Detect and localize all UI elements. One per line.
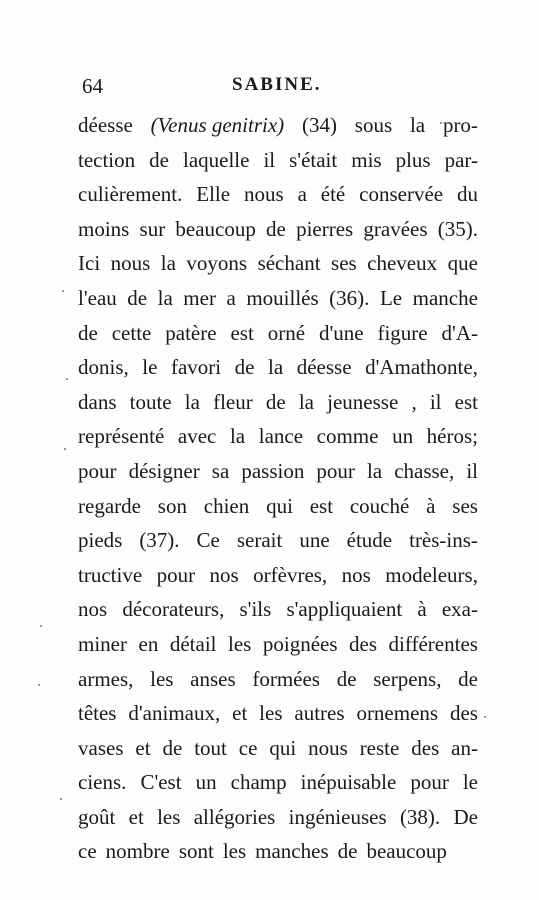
word: tructive bbox=[78, 562, 143, 587]
paper-speck bbox=[440, 122, 442, 124]
word: le bbox=[142, 355, 158, 380]
word: a bbox=[226, 285, 236, 310]
word: étude bbox=[346, 528, 393, 553]
word: nombre bbox=[105, 839, 170, 864]
word: pour bbox=[78, 458, 117, 483]
word: d'une bbox=[318, 320, 364, 345]
page-header bbox=[82, 74, 472, 104]
text-line bbox=[78, 350, 478, 385]
word: déesse bbox=[78, 113, 133, 137]
word: reste bbox=[359, 735, 400, 760]
word: têtes bbox=[78, 701, 117, 726]
word: héros; bbox=[426, 424, 478, 449]
word: ce bbox=[238, 735, 258, 760]
word: et bbox=[135, 735, 151, 760]
text-line bbox=[78, 143, 478, 178]
word: ciens. bbox=[78, 770, 127, 795]
word: anses bbox=[190, 666, 236, 691]
text-line bbox=[78, 419, 478, 454]
word: pour bbox=[156, 562, 196, 587]
word: allégories bbox=[193, 804, 276, 829]
word: comme bbox=[316, 424, 379, 449]
word: la bbox=[184, 389, 200, 414]
text-line bbox=[78, 212, 478, 247]
word: les bbox=[150, 666, 174, 691]
word: la bbox=[366, 458, 383, 483]
word: conservée bbox=[359, 182, 444, 207]
word: désigner bbox=[128, 458, 200, 483]
word: représenté bbox=[78, 424, 165, 449]
word: pierres bbox=[296, 216, 354, 241]
word: serpens, bbox=[373, 666, 442, 691]
word: pour bbox=[410, 770, 449, 795]
word: et bbox=[128, 804, 144, 829]
word: très-ins- bbox=[409, 528, 478, 553]
word: des bbox=[349, 631, 378, 656]
word: passion bbox=[241, 458, 305, 483]
word: Elle bbox=[196, 182, 231, 207]
word: voyons bbox=[186, 251, 248, 276]
word: de bbox=[337, 839, 358, 864]
word: patère bbox=[165, 320, 217, 345]
word: s'appliquaient bbox=[286, 597, 403, 622]
word: (36). bbox=[329, 285, 370, 310]
word: nos bbox=[78, 597, 108, 622]
word: modeleurs, bbox=[385, 562, 478, 587]
word: par- bbox=[444, 147, 478, 172]
word: de bbox=[78, 320, 98, 345]
word: de bbox=[162, 735, 183, 760]
word: poignées bbox=[262, 631, 338, 656]
word: regarde bbox=[78, 493, 141, 518]
word: inépuisable bbox=[300, 770, 397, 795]
word: de bbox=[265, 389, 286, 414]
word: que bbox=[447, 251, 478, 276]
word: tection bbox=[78, 147, 136, 172]
word: qui bbox=[266, 493, 293, 518]
word: la bbox=[268, 355, 284, 380]
paper-speck bbox=[60, 798, 62, 800]
word: un bbox=[195, 770, 217, 795]
word: d'Amathonte, bbox=[365, 355, 478, 380]
paper-speck bbox=[64, 448, 66, 450]
word: , bbox=[411, 389, 417, 414]
word: mis bbox=[351, 147, 382, 172]
page-number: 64 bbox=[82, 74, 103, 98]
word: à bbox=[426, 493, 436, 518]
text-line bbox=[78, 627, 478, 662]
word: il bbox=[429, 389, 442, 414]
word: nos bbox=[209, 562, 239, 587]
word: vases bbox=[78, 735, 124, 760]
word: goût bbox=[78, 804, 116, 829]
word: s'ils bbox=[239, 597, 272, 622]
text-line bbox=[78, 454, 478, 489]
word: de bbox=[266, 216, 286, 241]
word: exa- bbox=[441, 597, 478, 622]
word: couché bbox=[349, 493, 410, 518]
word: armes, bbox=[78, 666, 134, 691]
word: serait bbox=[236, 528, 283, 553]
word: laquelle bbox=[182, 147, 250, 172]
word: pro- bbox=[442, 113, 478, 137]
word: figure bbox=[377, 320, 428, 345]
word: culièrement. bbox=[78, 182, 183, 207]
word: est bbox=[309, 493, 334, 518]
word: les bbox=[222, 839, 247, 864]
word: nous bbox=[243, 182, 284, 207]
word: nous bbox=[110, 251, 151, 276]
word: moins bbox=[78, 216, 130, 241]
word: de bbox=[336, 666, 357, 691]
paper-speck bbox=[484, 716, 486, 718]
word: le bbox=[462, 770, 478, 795]
word: la bbox=[160, 251, 176, 276]
paper-speck bbox=[38, 684, 40, 686]
word: dans bbox=[78, 389, 117, 414]
text-line bbox=[78, 800, 478, 835]
word: ses bbox=[331, 251, 357, 276]
word: miner bbox=[78, 631, 127, 656]
text-line bbox=[78, 765, 478, 800]
word: est bbox=[454, 389, 478, 414]
word: orfèvres, bbox=[253, 562, 328, 587]
word: sa bbox=[211, 458, 230, 483]
paper-speck bbox=[62, 290, 64, 292]
text-line bbox=[78, 246, 478, 281]
word: du bbox=[457, 182, 478, 207]
word: C'est bbox=[140, 770, 182, 795]
word: toute bbox=[129, 389, 172, 414]
word: Le bbox=[379, 285, 403, 310]
word: sur bbox=[139, 216, 166, 241]
word: (34) bbox=[301, 113, 337, 137]
text-line bbox=[78, 177, 478, 212]
word: (37). bbox=[139, 528, 180, 553]
word: nos bbox=[341, 562, 371, 587]
word: cette bbox=[111, 320, 152, 345]
text-line bbox=[78, 834, 478, 869]
word: les bbox=[259, 701, 283, 726]
running-title: SABINE. bbox=[232, 74, 322, 95]
word: (38). bbox=[399, 804, 441, 829]
text-line bbox=[78, 385, 478, 420]
word: a bbox=[297, 182, 307, 207]
word: gravées bbox=[363, 216, 428, 241]
word: ingénieuses bbox=[288, 804, 387, 829]
word: son bbox=[157, 493, 187, 518]
word: sous bbox=[354, 113, 393, 137]
word: il bbox=[466, 458, 478, 483]
word: l'eau bbox=[78, 285, 117, 310]
text-line bbox=[78, 281, 478, 316]
word: différentes bbox=[388, 631, 478, 656]
word: jeunesse bbox=[327, 389, 399, 414]
word: tout bbox=[194, 735, 227, 760]
word: champ bbox=[230, 770, 287, 795]
word: (Venus genitrix) bbox=[150, 113, 285, 137]
word: beaucoup bbox=[175, 216, 256, 241]
text-line bbox=[78, 592, 478, 627]
text-line bbox=[78, 731, 478, 766]
word: qui bbox=[269, 735, 297, 760]
word: les bbox=[157, 804, 181, 829]
word: et bbox=[232, 701, 248, 726]
word: s'était bbox=[289, 147, 338, 172]
word: sont bbox=[178, 839, 214, 864]
word: lance bbox=[258, 424, 304, 449]
word: pour bbox=[316, 458, 355, 483]
word: de bbox=[149, 147, 169, 172]
word: détail bbox=[169, 631, 217, 656]
word: formées bbox=[252, 666, 320, 691]
word: chasse, bbox=[394, 458, 455, 483]
word: de bbox=[127, 285, 148, 310]
word: la bbox=[157, 285, 173, 310]
text-line bbox=[78, 696, 478, 731]
word: des bbox=[449, 701, 478, 726]
word: manches bbox=[255, 839, 329, 864]
word: plus bbox=[395, 147, 431, 172]
word: orné bbox=[267, 320, 306, 345]
word: d'A- bbox=[441, 320, 478, 345]
word: décorateurs, bbox=[122, 597, 225, 622]
paper-speck bbox=[66, 378, 68, 380]
text-line bbox=[78, 489, 478, 524]
word: de bbox=[458, 666, 478, 691]
word: Ici bbox=[78, 251, 101, 276]
word: les bbox=[228, 631, 252, 656]
word: séchant bbox=[257, 251, 321, 276]
text-line bbox=[78, 662, 478, 697]
text-line bbox=[78, 108, 478, 143]
word: la bbox=[409, 113, 426, 137]
word: à bbox=[417, 597, 427, 622]
word: autres bbox=[294, 701, 345, 726]
word: ce bbox=[78, 839, 97, 864]
word: une bbox=[299, 528, 330, 553]
word: d'animaux, bbox=[128, 701, 221, 726]
word: mouillés bbox=[246, 285, 319, 310]
word: avec bbox=[177, 424, 217, 449]
word: en bbox=[138, 631, 159, 656]
word: chien bbox=[203, 493, 250, 518]
word: est bbox=[230, 320, 254, 345]
word: De bbox=[453, 804, 478, 829]
word: il bbox=[263, 147, 276, 172]
text-line bbox=[78, 316, 478, 351]
word: Ce bbox=[196, 528, 220, 553]
word: ornemens bbox=[356, 701, 439, 726]
word: (35). bbox=[437, 216, 478, 241]
body-text bbox=[78, 108, 478, 869]
word: la bbox=[229, 424, 246, 449]
word: des bbox=[411, 735, 440, 760]
word: pieds bbox=[78, 528, 123, 553]
word: favori bbox=[170, 355, 222, 380]
paper-speck bbox=[40, 625, 42, 627]
word: mer bbox=[183, 285, 216, 310]
word: ses bbox=[452, 493, 478, 518]
word: nous bbox=[308, 735, 348, 760]
word: beaucoup bbox=[366, 839, 447, 864]
word: été bbox=[320, 182, 346, 207]
word: déesse bbox=[296, 355, 352, 380]
word: la bbox=[298, 389, 314, 414]
word: cheveux bbox=[367, 251, 438, 276]
word: an- bbox=[451, 735, 478, 760]
word: manche bbox=[412, 285, 478, 310]
text-line bbox=[78, 523, 478, 558]
word: de bbox=[234, 355, 255, 380]
word: un bbox=[392, 424, 414, 449]
word: fleur bbox=[213, 389, 253, 414]
word: donis, bbox=[78, 355, 129, 380]
text-line bbox=[78, 558, 478, 593]
